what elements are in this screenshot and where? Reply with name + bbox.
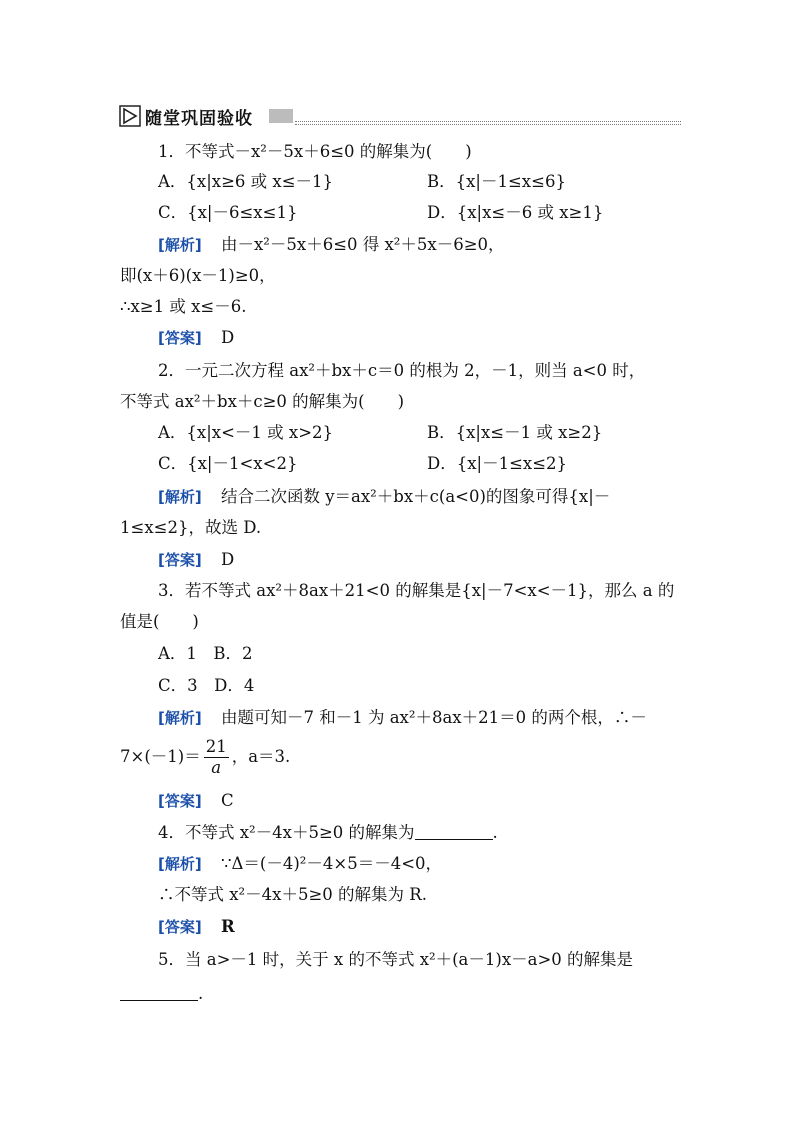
q1-analysis-line: ∴x≥1 或 x≤－6. <box>120 297 247 316</box>
q3-analysis-formula <box>120 736 290 778</box>
q2-option-c: C．{x|－1<x<2} <box>158 454 298 473</box>
question-5-blank-line <box>120 983 203 1005</box>
formula-left: 7×(－1)＝ <box>120 747 201 766</box>
q5-stem-period: . <box>198 984 204 1003</box>
analysis-tag: [解析] <box>158 855 202 873</box>
q2-analysis-line: 1≤x≤2}，故选 D. <box>120 518 262 537</box>
header-bar <box>269 109 293 123</box>
analysis-tag: [解析] <box>158 488 202 506</box>
q1-answer-value: D <box>220 328 235 347</box>
q3-analysis-text: 由题可知－7 和－1 为 ax²＋8ax＋21＝0 的两个根，∴－ <box>220 708 647 727</box>
section-header <box>119 103 681 129</box>
fraction-denominator: a <box>211 758 222 777</box>
question-2-stem: 2．一元二次方程 ax²＋bx＋c＝0 的根为 2，－1，则当 a<0 时， <box>158 361 646 380</box>
q1-analysis <box>158 234 505 256</box>
q4-answer-value: R <box>220 917 235 936</box>
q2-answer <box>158 549 234 571</box>
q1-answer <box>158 327 234 349</box>
analysis-tag: [解析] <box>158 709 202 727</box>
q1-option-b: B．{x|－1≤x≤6} <box>427 172 566 191</box>
q4-analysis-line: ∴不等式 x²－4x＋5≥0 的解集为 R. <box>158 885 427 904</box>
q4-answer <box>158 916 235 938</box>
question-3-stem: 3．若不等式 ax²＋8ax＋21<0 的解集是{x|－7<x<－1}，那么 a 的 <box>158 581 675 600</box>
q4-analysis-text: ∵Δ＝(－4)²－4×5＝－4<0， <box>220 854 443 873</box>
q4-stem-period: . <box>492 823 498 842</box>
q2-option-a: A．{x|x<－1 或 x>2} <box>158 423 334 442</box>
q1-option-c: C．{x|－6≤x≤1} <box>158 203 298 222</box>
section-title: 随堂巩固验收 <box>145 109 253 129</box>
q3-answer-value: C <box>220 791 234 810</box>
question-4-stem <box>158 822 498 844</box>
play-arrow-icon <box>119 105 141 127</box>
q4-analysis <box>158 853 442 875</box>
question-2-stem-cont: 不等式 ax²＋bx＋c≥0 的解集为( ) <box>120 392 405 411</box>
answer-blank <box>415 823 493 840</box>
analysis-tag: [解析] <box>158 236 202 254</box>
q3-options-ab: A．1 B．2 <box>158 644 253 663</box>
q1-analysis-text: 由－x²－5x＋6≤0 得 x²＋5x－6≥0， <box>220 235 505 254</box>
q2-analysis-text: 结合二次函数 y＝ax²＋bx＋c(a<0)的图象可得{x|－ <box>220 487 611 506</box>
q1-option-d: D．{x|x≤－6 或 x≥1} <box>427 203 604 222</box>
q1-option-a: A．{x|x≥6 或 x≤－1} <box>158 172 334 191</box>
fraction <box>204 737 229 778</box>
question-3-stem-cont: 值是( ) <box>120 612 199 631</box>
answer-tag: [答案] <box>158 918 202 936</box>
answer-tag: [答案] <box>158 329 202 347</box>
q2-option-b: B．{x|x≤－1 或 x≥2} <box>427 423 603 442</box>
q2-analysis <box>158 486 610 508</box>
header-rule <box>295 121 681 122</box>
q1-analysis-line: 即(x＋6)(x－1)≥0， <box>120 266 276 285</box>
q2-answer-value: D <box>220 550 235 569</box>
fraction-numerator: 21 <box>205 737 227 756</box>
q3-analysis <box>158 707 647 729</box>
question-1-stem: 1．不等式－x²－5x＋6≤0 的解集为( ) <box>158 142 472 161</box>
q3-options-cd: C．3 D．4 <box>158 676 255 695</box>
q2-option-d: D．{x|－1≤x≤2} <box>427 454 568 473</box>
question-5-stem: 5．当 a>－1 时，关于 x 的不等式 x²＋(a－1)x－a>0 的解集是 <box>158 950 634 969</box>
q3-answer <box>158 790 234 812</box>
answer-tag: [答案] <box>158 792 202 810</box>
answer-blank <box>120 984 198 1001</box>
answer-tag: [答案] <box>158 551 202 569</box>
q4-stem-text: 4．不等式 x²－4x＋5≥0 的解集为 <box>158 823 415 842</box>
formula-right: ，a＝3. <box>231 747 291 766</box>
header-rule <box>295 124 681 125</box>
